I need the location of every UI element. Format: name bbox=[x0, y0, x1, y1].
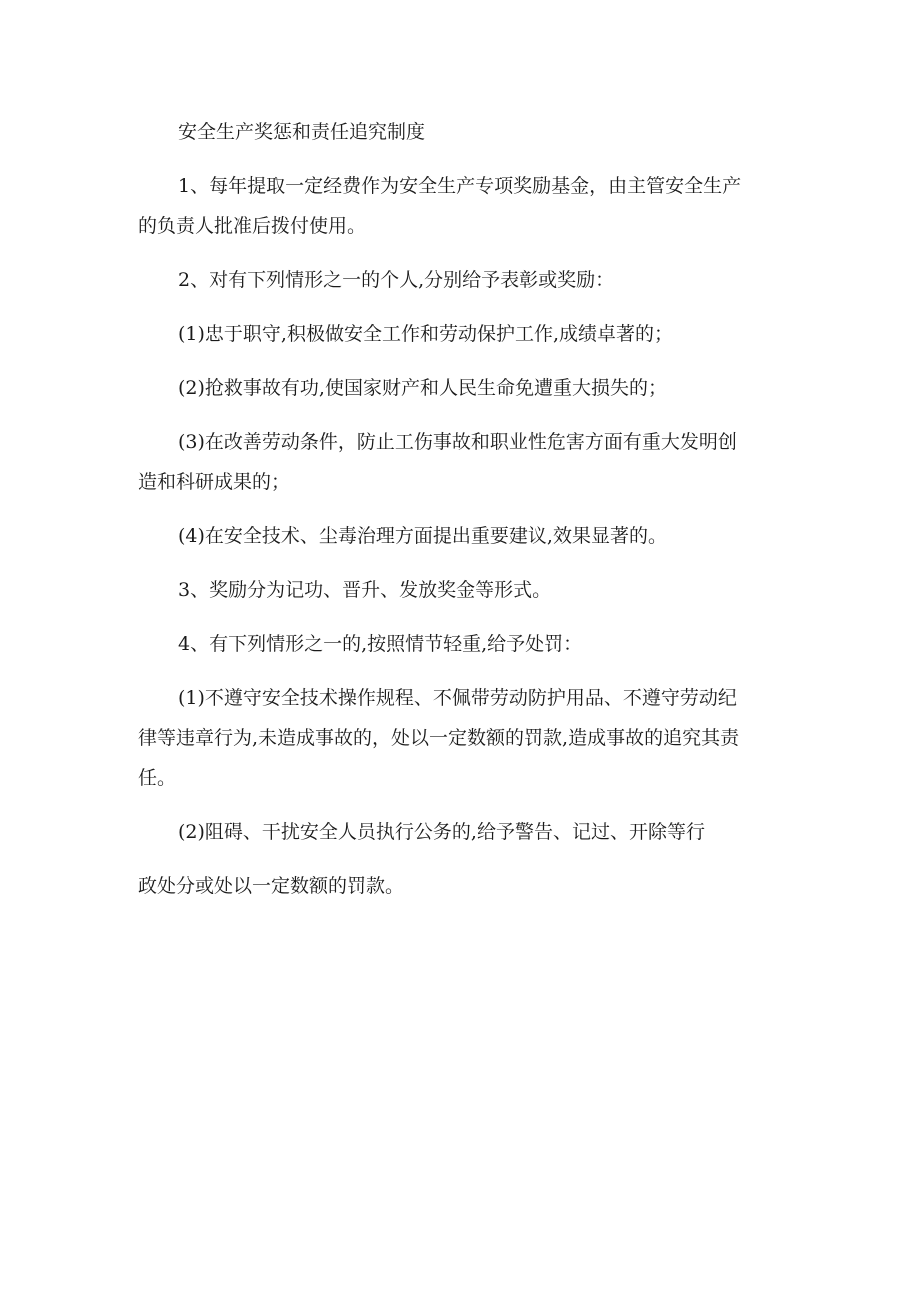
paragraph-1 bbox=[138, 166, 788, 246]
paragraph-line: (1)忠于职守,积极做安全工作和劳动保护工作,成绩卓著的； bbox=[178, 323, 673, 345]
paragraph-line: 2、对有下列情形之一的个人,分别给予表彰或奖励： bbox=[178, 269, 615, 291]
paragraph-line: 任。 bbox=[138, 767, 177, 789]
paragraph-5 bbox=[138, 422, 788, 502]
paragraph-line: 造和科研成果的； bbox=[138, 471, 291, 493]
paragraph-2 bbox=[138, 260, 788, 300]
paragraph-line: 3、奖励分为记功、晋升、发放奖金等形式。 bbox=[178, 579, 552, 601]
paragraph-line: 政处分或处以一定数额的罚款。 bbox=[138, 875, 405, 897]
paragraph-line: 的负责人批准后拨付使用。 bbox=[138, 215, 367, 237]
paragraph-4 bbox=[138, 368, 788, 408]
paragraph-line: (3)在改善劳动条件，防止工伤事故和职业性危害方面有重大发明创 bbox=[178, 431, 737, 453]
paragraph-9 bbox=[138, 678, 788, 798]
paragraph-line: 1、每年提取一定经费作为安全生产专项奖励基金，由主管安全生产 bbox=[178, 175, 742, 197]
paragraph-line: (2)抢救事故有功,使国家财产和人民生命免遭重大损失的； bbox=[178, 377, 667, 399]
paragraph-line: (1)不遵守安全技术操作规程、不佩带劳动防护用品、不遵守劳动纪 bbox=[178, 687, 737, 709]
paragraph-6 bbox=[138, 516, 788, 556]
paragraph-line: (4)在安全技术、尘毒治理方面提出重要建议,效果显著的。 bbox=[178, 525, 667, 547]
paragraph-11 bbox=[138, 866, 788, 906]
paragraph-10 bbox=[138, 812, 788, 852]
document-body bbox=[138, 112, 788, 906]
document-title: 安全生产奖惩和责任追究制度 bbox=[178, 121, 426, 143]
paragraph-line: 律等违章行为,未造成事故的，处以一定数额的罚款,造成事故的追究其责 bbox=[138, 727, 740, 749]
paragraph-3 bbox=[138, 314, 788, 354]
paragraph-7 bbox=[138, 570, 788, 610]
paragraph-8 bbox=[138, 624, 788, 664]
paragraph-line: (2)阻碍、干扰安全人员执行公务的,给予警告、记过、开除等行 bbox=[178, 821, 705, 843]
paragraph-line: 4、有下列情形之一的,按照情节轻重,给予处罚： bbox=[178, 633, 583, 655]
